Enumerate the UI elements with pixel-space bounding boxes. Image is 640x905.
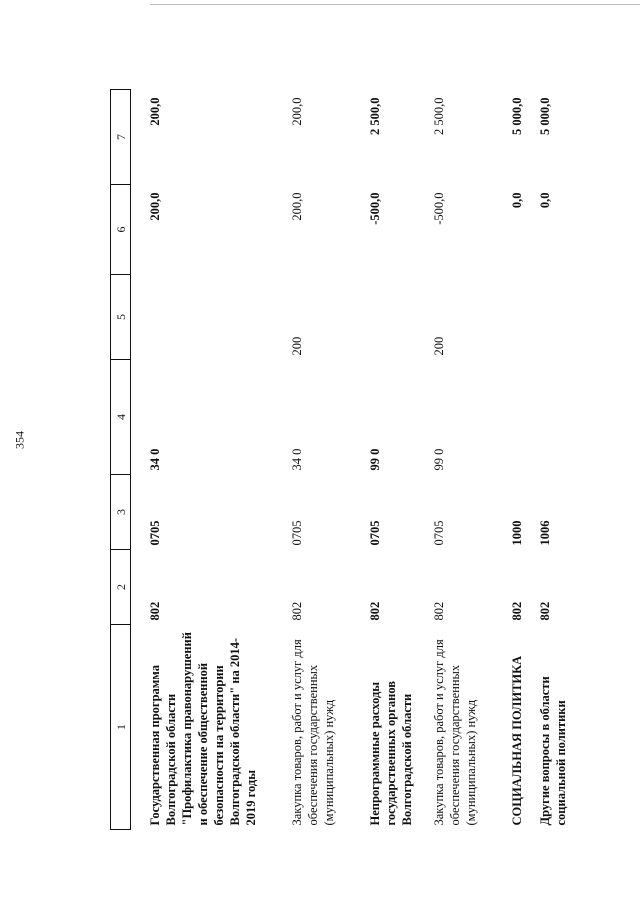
cell-col5: 200 (290, 336, 304, 356)
row-name: Другие вопросы в области социальной политики (538, 676, 568, 826)
column-header-2: 2 (111, 550, 131, 625)
cell-col7: 5 000,0 (538, 97, 552, 135)
row-name: Закупка товаров, работ и услуг для обеспечения государственных (муниципальных) нужд (290, 639, 336, 826)
row-name: Закупка товаров, работ и услуг для обеспечения государственных (муниципальных) нужд (432, 639, 478, 826)
page-number: 354 (12, 431, 27, 449)
row-name: Непрограммные расходы государственных органов Волгоградской области (368, 680, 414, 826)
row-name: Государственная программа Волгоградской области "Профилактика правонарушений и обеспечение общественной безопасности на территории Волгоградской области" на 2014-2019 годы (148, 632, 258, 826)
cell-col4: 99 0 (368, 448, 382, 471)
table-row (507, 90, 535, 830)
cell-col2: 802 (432, 601, 446, 621)
cell-col7: 200,0 (148, 97, 162, 126)
table-row (429, 90, 507, 830)
cell-col6: -500,0 (432, 192, 446, 225)
cell-col6: 200,0 (290, 192, 304, 221)
cell-col3: 1006 (538, 520, 552, 546)
cell-col5: 200 (432, 336, 446, 356)
cell-col4 (507, 360, 535, 475)
rotated-page (110, 90, 570, 830)
cell-col2: 802 (290, 601, 304, 621)
cell-col5 (507, 275, 535, 360)
cell-col7: 200,0 (290, 97, 304, 126)
column-header-5: 5 (111, 275, 131, 360)
cell-col6: 0,0 (510, 192, 524, 209)
cell-col7: 5 000,0 (510, 97, 524, 135)
top-border-line (150, 4, 640, 5)
column-header-4: 4 (111, 360, 131, 475)
cell-col6: 200,0 (148, 192, 162, 221)
row-name: СОЦИАЛЬНАЯ ПОЛИТИКА (510, 655, 524, 826)
column-header-1: 1 (111, 625, 131, 830)
cell-col6: -500,0 (368, 192, 382, 225)
cell-col4 (535, 360, 579, 475)
cell-col3: 0705 (148, 520, 162, 546)
cell-col2: 802 (148, 601, 162, 621)
cell-col6: 0,0 (538, 192, 552, 209)
cell-col3: 1000 (510, 520, 524, 546)
cell-col2: 802 (538, 601, 552, 621)
cell-col4: 99 0 (432, 448, 446, 471)
budget-table (110, 89, 579, 830)
table-row (145, 90, 287, 830)
cell-col5 (145, 275, 287, 360)
table-row (365, 90, 429, 830)
column-header-3: 3 (111, 475, 131, 550)
cell-col7: 2 500,0 (368, 97, 382, 135)
cell-col5 (535, 275, 579, 360)
cell-col3: 0705 (368, 520, 382, 546)
table-row (287, 90, 365, 830)
cell-col4: 34 0 (290, 448, 304, 471)
cell-col3: 0705 (432, 520, 446, 546)
table-row (535, 90, 579, 830)
cell-col4: 34 0 (148, 448, 162, 471)
cell-col7: 2 500,0 (432, 97, 446, 135)
header-row (111, 90, 131, 830)
cell-col2: 802 (368, 601, 382, 621)
cell-col2: 802 (510, 601, 524, 621)
cell-col5 (365, 275, 429, 360)
cell-col3: 0705 (290, 520, 304, 546)
column-header-6: 6 (111, 185, 131, 275)
column-header-7: 7 (111, 90, 131, 185)
